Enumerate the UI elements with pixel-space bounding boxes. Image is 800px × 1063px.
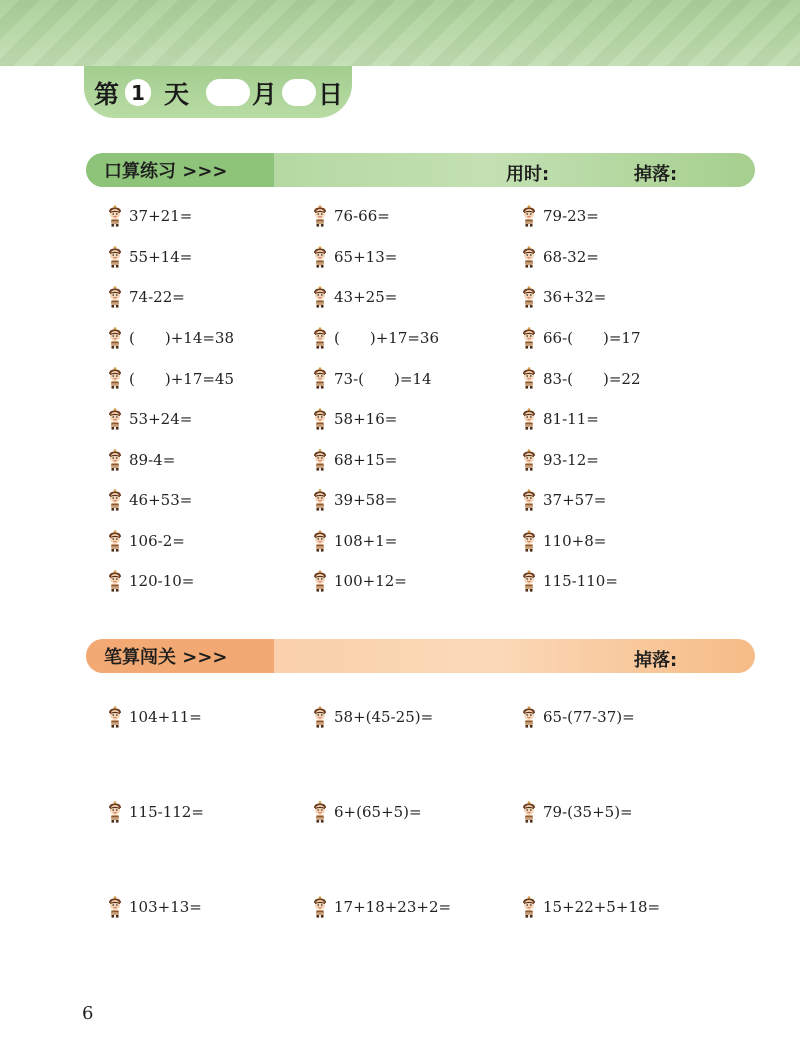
written-section-title: 笔算闯关 >>> [104,647,228,668]
oral-problem-text: 76-66= [334,207,390,225]
mascot-icon [106,489,124,511]
oral-problem-text: 65+13= [334,247,398,266]
mascot-icon [106,286,124,308]
mascot-icon [520,489,538,511]
oral-problem-text: 89-4= [129,450,176,469]
top-decorative-band [0,0,800,66]
mascot-icon [106,706,124,728]
mascot-icon [520,706,538,728]
mascot-icon [106,896,124,918]
written-problem [106,895,202,919]
day-blank[interactable] [282,79,316,106]
oral-problem [106,245,192,269]
oral-problem-text: 43+25= [334,288,398,307]
written-problem-text: 6+(65+5)= [334,803,422,821]
oral-problem-text: 79-23= [543,207,599,225]
mascot-icon [106,205,124,227]
oral-problem-text: 100+12= [334,572,407,591]
oral-problem [106,569,194,593]
mascot-icon [311,286,329,308]
oral-problem [106,285,185,309]
oral-problem [311,285,397,309]
oral-problem-text: 36+32= [543,288,607,307]
oral-problem-text: 68-32= [543,247,599,266]
oral-problem [520,448,599,472]
oral-problem-text: 115-110= [543,572,618,591]
oral-problem-text: 81-11= [543,410,599,428]
written-problem-text: 104+11= [129,708,202,726]
oral-problem [106,204,192,228]
oral-problem [311,448,397,472]
mascot-icon [106,530,124,552]
written-problem [520,705,635,729]
mascot-icon [311,801,329,823]
mascot-icon [106,408,124,430]
written-missed-label: 掉落: [634,650,678,671]
oral-problem-text: 74-22= [129,288,185,307]
oral-problem-text: 68+15= [334,450,398,469]
oral-problem-text: 58+16= [334,410,398,428]
oral-problem [106,366,234,390]
mascot-icon [106,801,124,823]
oral-problem [520,366,641,390]
time-label: 用时: [506,164,550,185]
mascot-icon [311,205,329,227]
written-problem-text: 103+13= [129,898,202,916]
written-problem [106,800,204,824]
written-problem [311,800,422,824]
mascot-icon [520,286,538,308]
month-label: 月 [252,80,278,109]
mascot-icon [520,801,538,823]
oral-problem-text: 83-( )=22 [543,369,641,388]
oral-problem-text: 108+1= [334,531,398,550]
oral-problem-text: 37+21= [129,207,193,225]
mascot-icon [311,246,329,268]
oral-problem-text: 106-2= [129,531,185,550]
mascot-icon [106,246,124,268]
written-problem-text: 115-112= [129,803,204,821]
mascot-icon [520,327,538,349]
oral-problem [520,407,599,431]
oral-problem [520,488,606,512]
oral-problem [311,529,397,553]
mascot-icon [311,367,329,389]
day-prefix: 第 [94,80,120,109]
mascot-icon [311,530,329,552]
oral-problem [106,529,185,553]
day-suffix: 天 [164,80,190,109]
oral-problem [106,448,175,472]
oral-section-title-tab [86,153,274,187]
oral-problem-text: 120-10= [129,572,195,591]
oral-missed-label: 掉落: [634,164,678,185]
oral-problem-text: 37+57= [543,491,607,510]
oral-problem [311,204,390,228]
mascot-icon [520,530,538,552]
mascot-icon [311,570,329,592]
oral-problem [520,569,618,593]
written-problem-text: 58+(45-25)= [334,708,434,726]
day-label: 日 [318,80,344,109]
mascot-icon [106,367,124,389]
oral-problem [520,285,606,309]
oral-problem [520,326,641,350]
oral-problem-text: 53+24= [129,410,193,428]
oral-problem [311,407,397,431]
written-problem-text: 17+18+23+2= [334,898,452,916]
written-problem-text: 65-(77-37)= [543,708,635,726]
mascot-icon [311,489,329,511]
oral-problem [520,529,606,553]
mascot-icon [311,896,329,918]
oral-section-title: 口算练习 >>> [104,161,228,182]
written-section-title-tab [86,639,274,673]
oral-problem [106,407,192,431]
date-header [84,66,352,118]
mascot-icon [520,205,538,227]
oral-problem-text: 110+8= [543,531,607,550]
oral-problem [311,488,397,512]
mascot-icon [520,570,538,592]
oral-problem-text: 39+58= [334,491,398,510]
oral-problem-text: 46+53= [129,491,193,510]
mascot-icon [106,570,124,592]
page-number: 6 [82,1003,94,1024]
mascot-icon [520,408,538,430]
mascot-icon [520,246,538,268]
mascot-icon [520,449,538,471]
day-number: 1 [131,80,145,105]
oral-problem-text: 66-( )=17 [543,329,641,348]
mascot-icon [311,327,329,349]
day-number-pill [125,79,151,106]
oral-problem-text: 55+14= [129,247,193,266]
month-blank[interactable] [206,79,250,106]
written-problem-text: 15+22+5+18= [543,898,661,916]
written-problem [311,895,451,919]
oral-problem-text: ( )+14=38 [129,329,235,348]
mascot-icon [311,408,329,430]
mascot-icon [106,449,124,471]
written-problem [106,705,202,729]
oral-problem-text: 73-( )=14 [334,369,432,388]
oral-problem [311,326,439,350]
oral-problem [106,488,192,512]
oral-problem [311,569,407,593]
oral-problem-text: 93-12= [543,450,599,469]
written-problem-text: 79-(35+5)= [543,803,633,821]
oral-problem [311,366,432,390]
oral-problem [311,245,397,269]
oral-problem [520,245,599,269]
oral-problem-text: ( )+17=45 [129,369,235,388]
mascot-icon [311,449,329,471]
written-problem [520,895,660,919]
mascot-icon [106,327,124,349]
mascot-icon [311,706,329,728]
mascot-icon [520,367,538,389]
mascot-icon [520,896,538,918]
oral-section-header [86,153,755,187]
written-section-header [86,639,755,673]
oral-problem [520,204,599,228]
written-problem [520,800,633,824]
oral-problem-text: ( )+17=36 [334,329,440,348]
oral-problem [106,326,234,350]
written-problem [311,705,433,729]
